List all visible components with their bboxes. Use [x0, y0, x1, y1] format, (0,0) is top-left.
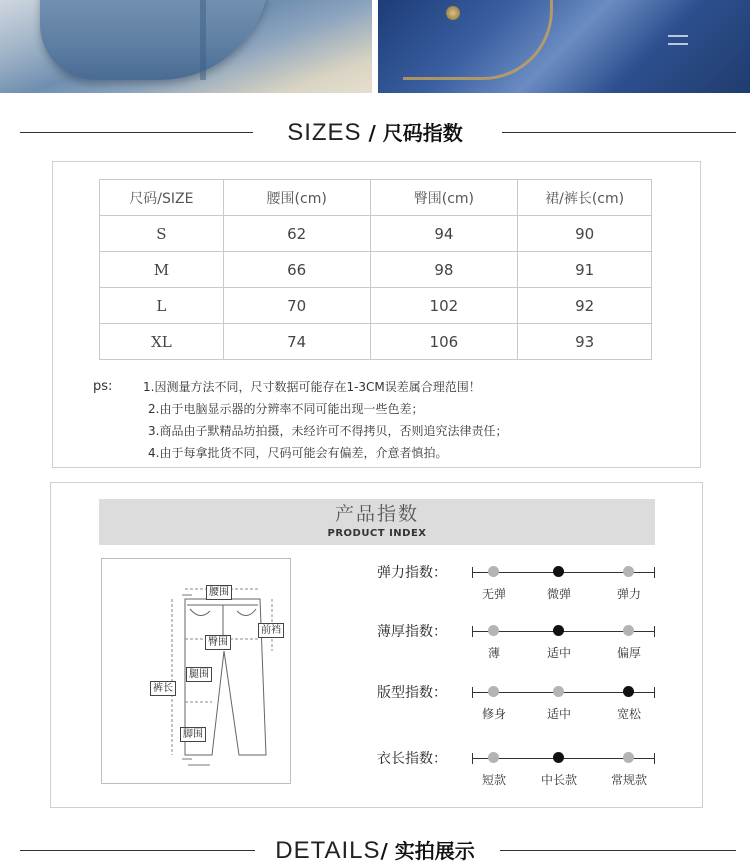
thigh-label: 腿围: [186, 667, 212, 682]
sizes-heading: [0, 117, 750, 147]
index-dot: [553, 686, 564, 697]
index-label: 弹力指数：: [377, 565, 447, 581]
cell-hip: 98: [370, 252, 518, 288]
cell-waist: 70: [223, 288, 370, 324]
waist-label: 腰围: [206, 585, 232, 600]
table-row: [100, 216, 652, 252]
pants-measurement-diagram: [101, 558, 291, 784]
details-heading-en: DETAILS: [275, 837, 381, 864]
index-dot: [488, 566, 499, 577]
note-item: 3.商品由子默精品坊拍摄，未经许可不得拷贝，否则追究法律责任；: [148, 424, 508, 438]
cell-hip: 94: [370, 216, 518, 252]
cell-length: 93: [518, 324, 652, 360]
index-dot: [623, 625, 634, 636]
cell-waist: 62: [223, 216, 370, 252]
index-label: 薄厚指数：: [377, 624, 447, 640]
header-size: 尺码/SIZE: [100, 180, 224, 216]
cell-hip: 106: [370, 324, 518, 360]
index-label: 版型指数：: [377, 685, 447, 701]
index-dot: [488, 752, 499, 763]
index-row-fit: [377, 683, 687, 723]
hip-label: 臀围: [205, 635, 231, 650]
length-label: 裤长: [150, 681, 176, 696]
index-row-thickness: [377, 622, 687, 662]
size-chart-panel: [52, 161, 701, 468]
cell-size: L: [100, 288, 224, 324]
cell-size: XL: [100, 324, 224, 360]
index-option: 中长款: [540, 773, 577, 787]
product-index-panel: [50, 482, 703, 808]
rise-label: 前裆: [258, 623, 284, 638]
denim-fold-graphic: [40, 0, 270, 80]
index-dot: [623, 566, 634, 577]
index-row-elasticity: [377, 563, 687, 603]
cell-waist: 74: [223, 324, 370, 360]
index-option: 薄: [487, 646, 500, 660]
index-row-length: [377, 749, 687, 789]
distress-graphic: [668, 35, 688, 45]
cell-length: 92: [518, 288, 652, 324]
index-option: 适中: [546, 707, 571, 721]
index-dot-selected: [553, 625, 564, 636]
product-index-subtitle: PRODUCT INDEX: [327, 528, 427, 539]
sizes-heading-sep: /: [361, 121, 383, 145]
header-length: 裙/裤长(cm): [518, 180, 652, 216]
details-heading: [0, 835, 750, 865]
product-photo-left: [0, 0, 372, 93]
index-option: 短款: [481, 773, 506, 787]
table-row: [100, 288, 652, 324]
table-row: [100, 324, 652, 360]
details-heading-cn: 实拍展示: [394, 839, 475, 863]
details-heading-sep: /: [380, 839, 395, 863]
table-row: [100, 252, 652, 288]
header-hip: 臀围(cm): [370, 180, 518, 216]
index-option: 修身: [481, 707, 506, 721]
index-option: 微弹: [546, 587, 571, 601]
index-dot: [488, 625, 499, 636]
table-header-row: [100, 180, 652, 216]
product-index-banner: [99, 499, 655, 545]
pocket-stitch-graphic: [403, 0, 553, 80]
index-option: 无弹: [481, 587, 506, 601]
index-label: 衣长指数：: [377, 751, 447, 767]
cell-length: 90: [518, 216, 652, 252]
header-waist: 腰围(cm): [223, 180, 370, 216]
index-dot: [623, 752, 634, 763]
note-item: 4.由于每拿批货不同，尺码可能会有偏差，介意者慎拍。: [148, 446, 448, 460]
note-item: 2.由于电脑显示器的分辨率不同可能出现一些色差；: [148, 402, 424, 416]
index-dot: [488, 686, 499, 697]
index-option: 弹力: [616, 587, 641, 601]
sizes-heading-en: SIZES: [287, 119, 362, 146]
index-dot-selected: [553, 566, 564, 577]
cell-hip: 102: [370, 288, 518, 324]
product-index-title: 产品指数: [334, 503, 419, 525]
size-table: [99, 179, 652, 360]
sizes-heading-cn: 尺码指数: [382, 121, 463, 145]
index-dot-selected: [553, 752, 564, 763]
cell-size: M: [100, 252, 224, 288]
denim-seam-graphic: [200, 0, 206, 80]
cell-length: 91: [518, 252, 652, 288]
cell-waist: 66: [223, 252, 370, 288]
rivet-graphic: [446, 6, 460, 20]
cell-size: S: [100, 216, 224, 252]
index-option: 偏厚: [616, 646, 641, 660]
index-option: 常规款: [610, 773, 647, 787]
index-option: 宽松: [616, 707, 641, 721]
hem-label: 脚围: [180, 727, 206, 742]
index-option: 适中: [546, 646, 571, 660]
index-dot-selected: [623, 686, 634, 697]
product-photo-right: [378, 0, 750, 93]
note-item: 1.因测量方法不同，尺寸数据可能存在1-3CM误差属合理范围！: [143, 380, 481, 394]
notes-prefix: ps:: [93, 379, 113, 394]
